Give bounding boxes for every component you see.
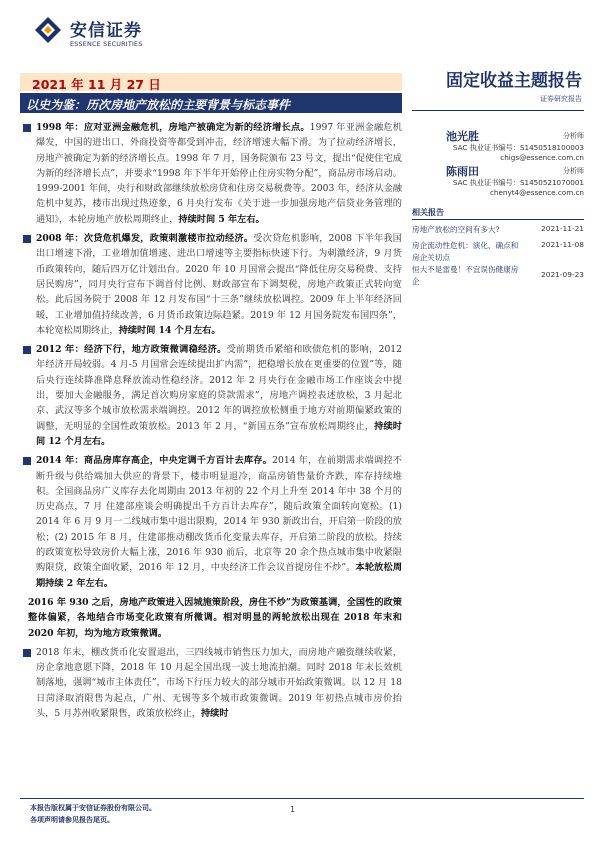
related-reports-heading: 相关报告 xyxy=(412,207,444,217)
square-bullet-icon xyxy=(23,235,31,243)
paragraph-lead: 2014 年：商品房库存高企，中央定调千方百计去库存。 xyxy=(36,455,273,467)
paragraph-text: 2014 年，在前期需求端调控不断升级与供给端加大供应的背景下，楼市明显退冷，商品房销售量价齐跌，库存持续堆积。全国商品房广义库存去化周期由 2013 年初的 22 个月上升至 2014 年中 38 个月的历史高点，7 月 住建部座谈会明确提出千方百计去库存”，随后政策全面转向宽松。(1) 2014 年 6 月 9 月一二线城市集中退出限购，2014 年 930 新政出台，开启第一阶段的放松；(2) 2015 年 8 月，住建部推动棚改货币化变量去库存，开启第二阶段的放松。持续的政策宽松导致房价大幅上涨，2016 年 930 前后，北京等 20 余个热点城市集中收紧限购限贷，政策全面收紧，2016 年 12 月，中央经济工作会议首提房住不炒”。 xyxy=(36,455,402,574)
related-divider xyxy=(412,219,584,220)
square-bullet-icon xyxy=(23,457,31,465)
body-paragraph xyxy=(20,595,402,641)
related-report-title[interactable]: 恒大不是雷曼！不宜误伤健康房企 xyxy=(412,265,519,286)
paragraph-lead: 2012 年：经济下行，地方政策微调稳经济。 xyxy=(36,344,227,356)
paragraph-conclusion: 本轮放松周期持续 2 年左右。 xyxy=(36,562,402,589)
body-paragraph xyxy=(20,645,402,721)
paragraph-conclusion: 持续时间 14 个月左右。 xyxy=(118,324,221,336)
page-number: 1 xyxy=(290,805,296,814)
analyst-role: 分析师 xyxy=(563,167,584,175)
footer-divider xyxy=(20,798,584,799)
related-report-date: 2021-09-23 xyxy=(541,270,584,279)
disclaimer-note: 各项声明请参见报告尾页。 xyxy=(30,815,114,824)
square-bullet-icon xyxy=(23,346,31,354)
related-report-title[interactable]: 房地产放松的空间有多大? xyxy=(412,225,500,234)
title-banner xyxy=(20,93,402,113)
analyst-card xyxy=(412,163,584,211)
paragraph-lead: 2008 年：次贷危机爆发，政策刺激楼市拉动经济。 xyxy=(36,233,254,245)
square-bullet-icon xyxy=(23,124,31,132)
related-report-title[interactable]: 房企流动性危机：演化、确点和房企关切点 xyxy=(412,241,519,262)
copyright-note: 本报告版权属于安信证券股份有限公司。 xyxy=(30,803,156,812)
date-banner xyxy=(20,73,402,91)
paragraph-lead: 2016 年 930 之后，房地产政策进入因城施策阶段，房住不炒”为政策基调，全国性的政策整体偏紧，各地结合市场变化政策有所微调。相对明显的两轮放松出现在 2018 年末和 2020 年初，均为地方政策微调。 xyxy=(28,596,402,639)
paragraph-text: 1997 年亚洲金融危机爆发，中国的进出口、外商投资等都受到冲击，经济增速大幅下滑。为了拉动经济增长，房地产被确定为新的经济增长点。1998 年 7 月，国务院颁布 23 号文，提出“促使住宅成为新的经济增长点”，并要求“1998 年下半年开始停止住房实物分配”，商品房市场启动。1999-2001 年间，央行和财政部继续放松房贷和住房交易税费等。2003 年，经济从金融危机中复苏，楼市出现过热迹象，6 月央行发布《关于进一步加强房地产信贷业务管理的通知》，本轮房地产放松周期终止， xyxy=(36,122,402,225)
paragraph-text: 受次贷危机影响，2008 下半年我国出口增速下滑，工业增加值增速、进出口增速等主要指标快速下行。为刺激经济，9 月货币政策转向，随后四万亿计划出台。2020 年 10 月国常会提出“降低住房交易税费、支持居民购房”，同月央行宣布下调首付比例、财政部宣布下调契税，房地产政策正式转向宽松。此后国务院于 2008 年 12 月发布国“十三条”继续放松调控。2009 年上半年经济回暖，工业增加值持续改善，6 月货币政策边际趋紧。2019 年 12 月国务院发布国四条”，本轮宽松周期终止， xyxy=(36,233,402,336)
report-date: 2021 年 11 月 27 日 xyxy=(32,77,161,92)
analyst-cert: SAC 执业证书编号：S1450521070001 xyxy=(452,178,584,187)
body-paragraph xyxy=(20,120,402,227)
paragraph-lead: 1998 年：应对亚洲金融危机，房地产被确定为新的经济增长点。 xyxy=(36,122,310,133)
analyst-role: 分析师 xyxy=(563,132,584,140)
analyst-name: 陈雨田 xyxy=(446,165,479,178)
square-bullet-icon xyxy=(23,649,31,657)
analyst-name: 池光胜 xyxy=(446,130,479,143)
logo-text-cn: 安信证券 xyxy=(70,21,142,41)
report-body xyxy=(20,120,402,796)
related-report-date: 2021-11-21 xyxy=(541,224,584,233)
body-paragraph xyxy=(20,342,402,449)
report-subtype: 证券研究报告 xyxy=(540,95,582,103)
sidebar-divider xyxy=(412,110,584,111)
body-paragraph xyxy=(20,453,402,591)
company-logo xyxy=(34,14,164,54)
paragraph-conclusion: 持续时 xyxy=(200,707,229,719)
paragraph-text: 2018 年末，棚改货币化安置退出，三四线城市销售压力加大，而房地产融资继续收紧，房企拿地意愿下降，2018 年 10 月起全国出现一波土地流拍潮。同时 2018 年末长效机制落地，强调“城市主体责任”，市场下行压力较大的部分城市开始政策微调。以 12 月 18 日菏泽取消限售为起点，广州、无锡等多个城市政策微调。2019 年初热点城市房价抬头，5 月苏州收紧限售，政策放松终止， xyxy=(36,646,402,719)
report-title: 以史为鉴：历次房地产放松的主要背景与标志事件 xyxy=(26,98,291,112)
related-report-item[interactable] xyxy=(412,264,584,288)
report-type: 固定收益主题报告 xyxy=(446,71,582,91)
paragraph-conclusion: 持续时间 5 年左右。 xyxy=(178,213,265,225)
related-report-item[interactable] xyxy=(412,240,584,264)
analyst-email[interactable]: chigs@essence.com.cn xyxy=(500,153,584,162)
related-report-date: 2021-11-08 xyxy=(541,240,584,249)
essence-logo-icon xyxy=(34,16,62,44)
paragraph-text: 受前期货币紧缩和欧债危机的影响，2012 年经济开局较弱。4 月-5 月国常会连续提出扩内需”，把稳增长放在更重要的位置”等，随后央行连续降准降息释放流动性稳经济。2012 年 2 月央行在金融市场工作座谈会中提出，要加大金融服务，满足首次购房家庭的贷款需求”，房地产调控表述放松，3 月起北京、武汉等多个城市放松需求端调控。2012 年的调控放松侧重于地方对前期偏紧政策的调整，无明显的全国性政策放松。2013 年 2 月，“新国五条”宣布放松周期终止， xyxy=(36,344,402,432)
analyst-email[interactable]: chenyt4@essence.com.cn xyxy=(489,188,584,197)
analyst-cert: SAC 执业证书编号：S1450518100003 xyxy=(452,143,584,152)
logo-text-en: ESSENCE SECURITIES xyxy=(70,40,143,48)
related-report-item[interactable] xyxy=(412,224,584,238)
paragraph-conclusion: 持续时间 12 个月左右。 xyxy=(36,420,402,447)
body-paragraph xyxy=(20,231,402,338)
